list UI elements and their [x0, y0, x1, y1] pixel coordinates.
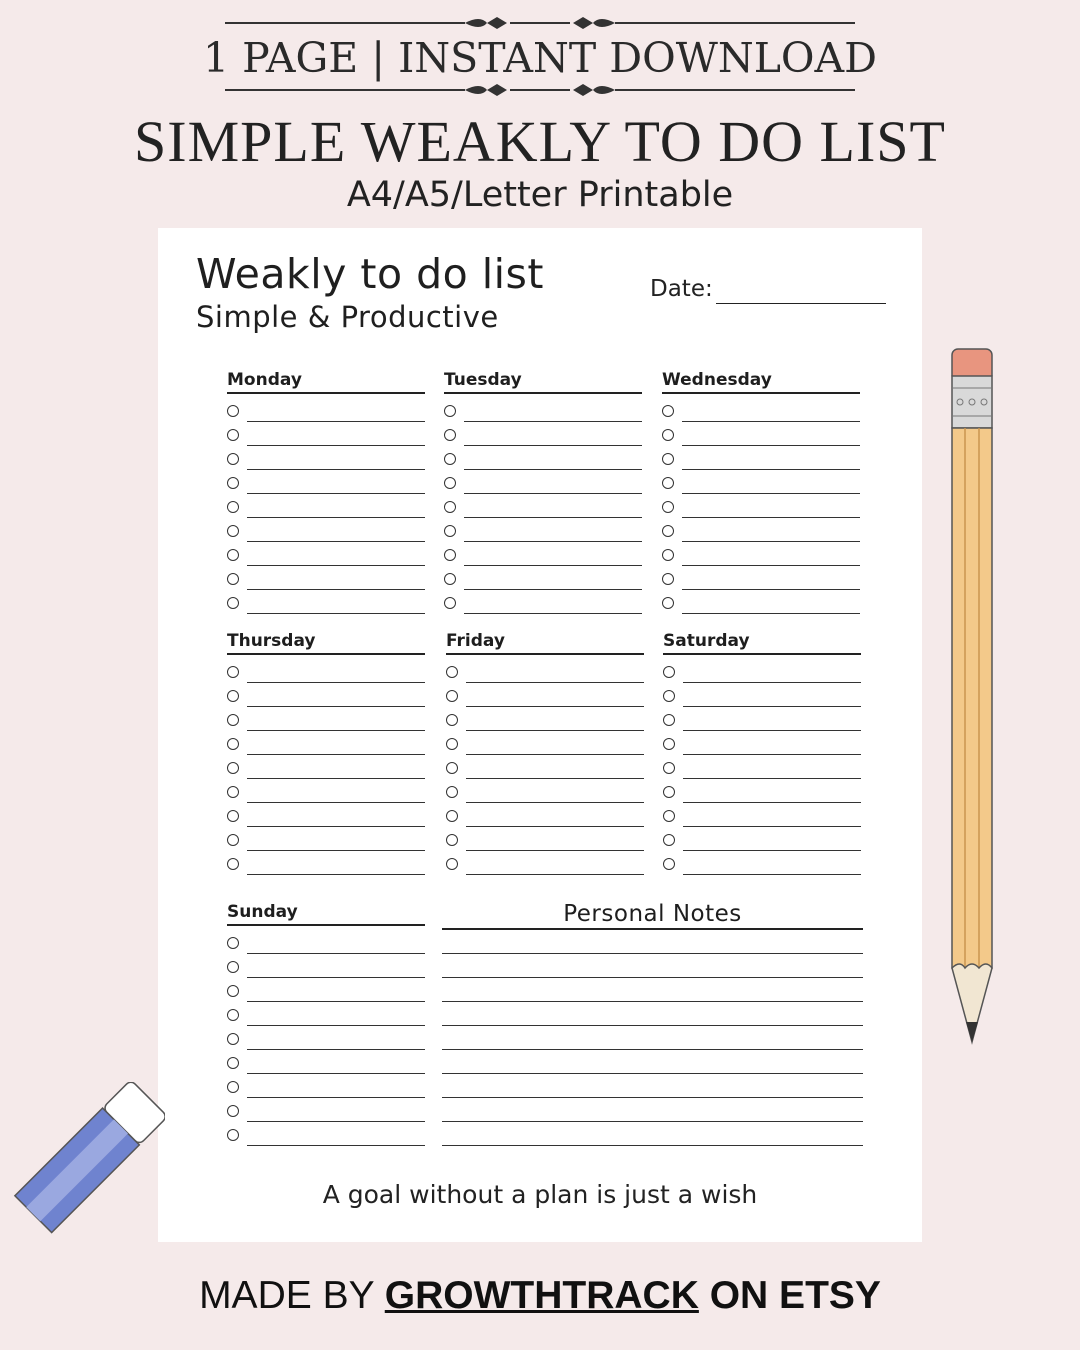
task-checkbox[interactable]	[444, 525, 456, 537]
task-row	[227, 978, 425, 1002]
task-row	[227, 1002, 425, 1026]
task-checkbox[interactable]	[227, 937, 239, 949]
task-checkbox[interactable]	[227, 1033, 239, 1045]
task-checkbox[interactable]	[227, 858, 239, 870]
task-checkbox[interactable]	[663, 762, 675, 774]
task-row	[663, 707, 861, 731]
task-row	[227, 755, 425, 779]
task-checkbox[interactable]	[663, 810, 675, 822]
page-subtitle: A4/A5/Letter Printable	[346, 175, 734, 215]
task-checkbox[interactable]	[227, 714, 239, 726]
note-line[interactable]	[442, 1098, 863, 1122]
task-checkbox[interactable]	[446, 786, 458, 798]
task-checkbox[interactable]	[663, 666, 675, 678]
task-row	[227, 851, 425, 875]
task-checkbox[interactable]	[662, 453, 674, 465]
task-row	[227, 1050, 425, 1074]
task-checkbox[interactable]	[446, 834, 458, 846]
task-checkbox[interactable]	[227, 453, 239, 465]
task-row	[663, 803, 861, 827]
note-line[interactable]	[442, 978, 863, 1002]
task-row	[444, 422, 642, 446]
task-row	[662, 542, 860, 566]
task-checkbox[interactable]	[227, 834, 239, 846]
bottom-ornament	[225, 80, 855, 100]
task-checkbox[interactable]	[662, 549, 674, 561]
task-checkbox[interactable]	[227, 549, 239, 561]
task-checkbox[interactable]	[227, 525, 239, 537]
note-line[interactable]	[442, 1026, 863, 1050]
day-column-tuesday	[444, 368, 642, 614]
task-line[interactable]	[247, 613, 425, 614]
day-rule	[227, 392, 425, 394]
day-name: Thursday	[227, 631, 316, 651]
task-checkbox[interactable]	[227, 405, 239, 417]
task-row	[227, 954, 425, 978]
task-row	[227, 1098, 425, 1122]
note-line[interactable]	[442, 1002, 863, 1026]
shop-link[interactable]: GROWTHTRACK	[384, 1274, 699, 1317]
task-row	[662, 494, 860, 518]
task-checkbox[interactable]	[446, 690, 458, 702]
footer-credit	[0, 1274, 1080, 1318]
task-row	[444, 566, 642, 590]
task-row	[227, 494, 425, 518]
task-checkbox[interactable]	[446, 738, 458, 750]
task-checkbox[interactable]	[444, 429, 456, 441]
task-row	[227, 590, 425, 614]
task-row	[662, 422, 860, 446]
day-rule	[227, 924, 425, 926]
task-row	[227, 566, 425, 590]
footer-prefix: MADE BY	[199, 1274, 374, 1317]
day-name: Sunday	[227, 902, 298, 922]
day-column-monday	[227, 368, 425, 614]
task-row	[662, 566, 860, 590]
day-rule	[662, 392, 860, 394]
task-line[interactable]	[683, 874, 861, 875]
task-checkbox[interactable]	[227, 690, 239, 702]
date-label: Date:	[650, 276, 713, 302]
task-row	[227, 659, 425, 683]
task-checkbox[interactable]	[227, 961, 239, 973]
task-checkbox[interactable]	[663, 834, 675, 846]
task-row	[446, 755, 644, 779]
task-checkbox[interactable]	[662, 477, 674, 489]
task-checkbox[interactable]	[444, 597, 456, 609]
task-checkbox[interactable]	[227, 738, 239, 750]
note-line[interactable]	[442, 1074, 863, 1098]
day-name: Monday	[227, 370, 302, 390]
day-rule	[663, 653, 861, 655]
task-checkbox[interactable]	[446, 762, 458, 774]
sheet-subtitle: Simple & Productive	[196, 300, 499, 334]
task-checkbox[interactable]	[444, 573, 456, 585]
task-checkbox[interactable]	[227, 1081, 239, 1093]
task-row	[446, 779, 644, 803]
task-checkbox[interactable]	[227, 786, 239, 798]
task-row	[446, 707, 644, 731]
task-checkbox[interactable]	[227, 985, 239, 997]
task-row	[663, 851, 861, 875]
task-row	[663, 659, 861, 683]
task-checkbox[interactable]	[227, 762, 239, 774]
task-row	[444, 542, 642, 566]
task-row	[663, 731, 861, 755]
day-name: Saturday	[663, 631, 750, 651]
task-row	[446, 731, 644, 755]
note-line[interactable]	[442, 930, 863, 954]
task-row	[663, 827, 861, 851]
task-row	[227, 707, 425, 731]
task-checkbox[interactable]	[663, 858, 675, 870]
task-line[interactable]	[466, 874, 644, 875]
footer-suffix: ON ETSY	[709, 1274, 881, 1317]
task-checkbox[interactable]	[662, 573, 674, 585]
task-list	[227, 930, 425, 1146]
task-checkbox[interactable]	[227, 501, 239, 513]
task-row	[227, 518, 425, 542]
sheet-title: Weakly to do list	[196, 250, 544, 298]
task-checkbox[interactable]	[662, 597, 674, 609]
task-checkbox[interactable]	[227, 1009, 239, 1021]
task-row	[446, 827, 644, 851]
banner-text: 1 PAGE | INSTANT DOWNLOAD	[202, 34, 878, 82]
task-checkbox[interactable]	[227, 429, 239, 441]
task-checkbox[interactable]	[663, 690, 675, 702]
task-row	[446, 683, 644, 707]
task-checkbox[interactable]	[446, 858, 458, 870]
day-column-thursday	[227, 629, 425, 875]
motivational-quote: A goal without a plan is just a wish	[322, 1180, 758, 1209]
personal-notes-section	[442, 900, 863, 1146]
task-row	[444, 518, 642, 542]
task-checkbox[interactable]	[663, 714, 675, 726]
task-checkbox[interactable]	[227, 573, 239, 585]
task-row	[663, 683, 861, 707]
task-checkbox[interactable]	[227, 1057, 239, 1069]
task-row	[663, 779, 861, 803]
notes-title: Personal Notes	[563, 901, 742, 927]
task-checkbox[interactable]	[446, 810, 458, 822]
task-row	[662, 398, 860, 422]
task-checkbox[interactable]	[662, 501, 674, 513]
date-field-line[interactable]	[716, 303, 886, 304]
task-row	[446, 851, 644, 875]
note-line[interactable]	[442, 954, 863, 978]
task-row	[662, 590, 860, 614]
task-row	[227, 542, 425, 566]
task-list	[662, 398, 860, 614]
day-column-sunday	[227, 900, 425, 1146]
task-row	[444, 470, 642, 494]
task-checkbox[interactable]	[662, 525, 674, 537]
task-row	[227, 1074, 425, 1098]
task-checkbox[interactable]	[444, 453, 456, 465]
task-row	[446, 803, 644, 827]
task-row	[227, 446, 425, 470]
task-row	[662, 470, 860, 494]
task-row	[227, 731, 425, 755]
task-row	[227, 827, 425, 851]
day-column-saturday	[663, 629, 861, 875]
task-row	[444, 446, 642, 470]
task-row	[444, 494, 642, 518]
day-name: Friday	[446, 631, 505, 651]
task-checkbox[interactable]	[227, 597, 239, 609]
notes-lines	[442, 930, 863, 1146]
planner-sheet	[158, 228, 922, 1242]
task-row	[227, 930, 425, 954]
task-checkbox[interactable]	[444, 549, 456, 561]
day-rule	[444, 392, 642, 394]
task-line[interactable]	[464, 613, 642, 614]
note-line[interactable]	[442, 1050, 863, 1074]
task-checkbox[interactable]	[662, 405, 674, 417]
task-checkbox[interactable]	[663, 738, 675, 750]
day-rule	[227, 653, 425, 655]
task-checkbox[interactable]	[446, 714, 458, 726]
task-row	[227, 803, 425, 827]
task-list	[446, 659, 644, 875]
page-title: SIMPLE WEAKLY TO DO LIST	[134, 109, 946, 174]
task-line[interactable]	[247, 874, 425, 875]
task-checkbox[interactable]	[446, 666, 458, 678]
task-row	[227, 1026, 425, 1050]
task-checkbox[interactable]	[227, 810, 239, 822]
task-row	[227, 779, 425, 803]
task-checkbox[interactable]	[444, 501, 456, 513]
task-row	[663, 755, 861, 779]
top-ornament	[225, 13, 855, 33]
task-checkbox[interactable]	[227, 477, 239, 489]
day-name: Tuesday	[444, 370, 522, 390]
task-row	[662, 518, 860, 542]
task-list	[663, 659, 861, 875]
day-rule	[446, 653, 644, 655]
task-list	[227, 398, 425, 614]
day-column-wednesday	[662, 368, 860, 614]
task-row	[446, 659, 644, 683]
task-row	[444, 590, 642, 614]
task-checkbox[interactable]	[663, 786, 675, 798]
task-row	[662, 446, 860, 470]
task-checkbox[interactable]	[444, 405, 456, 417]
task-row	[227, 1122, 425, 1146]
task-row	[227, 470, 425, 494]
day-name: Wednesday	[662, 370, 772, 390]
task-row	[444, 398, 642, 422]
day-column-friday	[446, 629, 644, 875]
note-line[interactable]	[442, 1122, 863, 1146]
eraser-icon	[10, 1082, 165, 1237]
task-row	[227, 398, 425, 422]
task-checkbox[interactable]	[662, 429, 674, 441]
task-line[interactable]	[247, 1145, 425, 1146]
pencil-icon	[948, 346, 996, 1046]
task-line[interactable]	[682, 613, 860, 614]
task-checkbox[interactable]	[444, 477, 456, 489]
task-list	[227, 659, 425, 875]
task-row	[227, 683, 425, 707]
task-checkbox[interactable]	[227, 666, 239, 678]
task-row	[227, 422, 425, 446]
task-checkbox[interactable]	[227, 1129, 239, 1141]
task-checkbox[interactable]	[227, 1105, 239, 1117]
task-list	[444, 398, 642, 614]
